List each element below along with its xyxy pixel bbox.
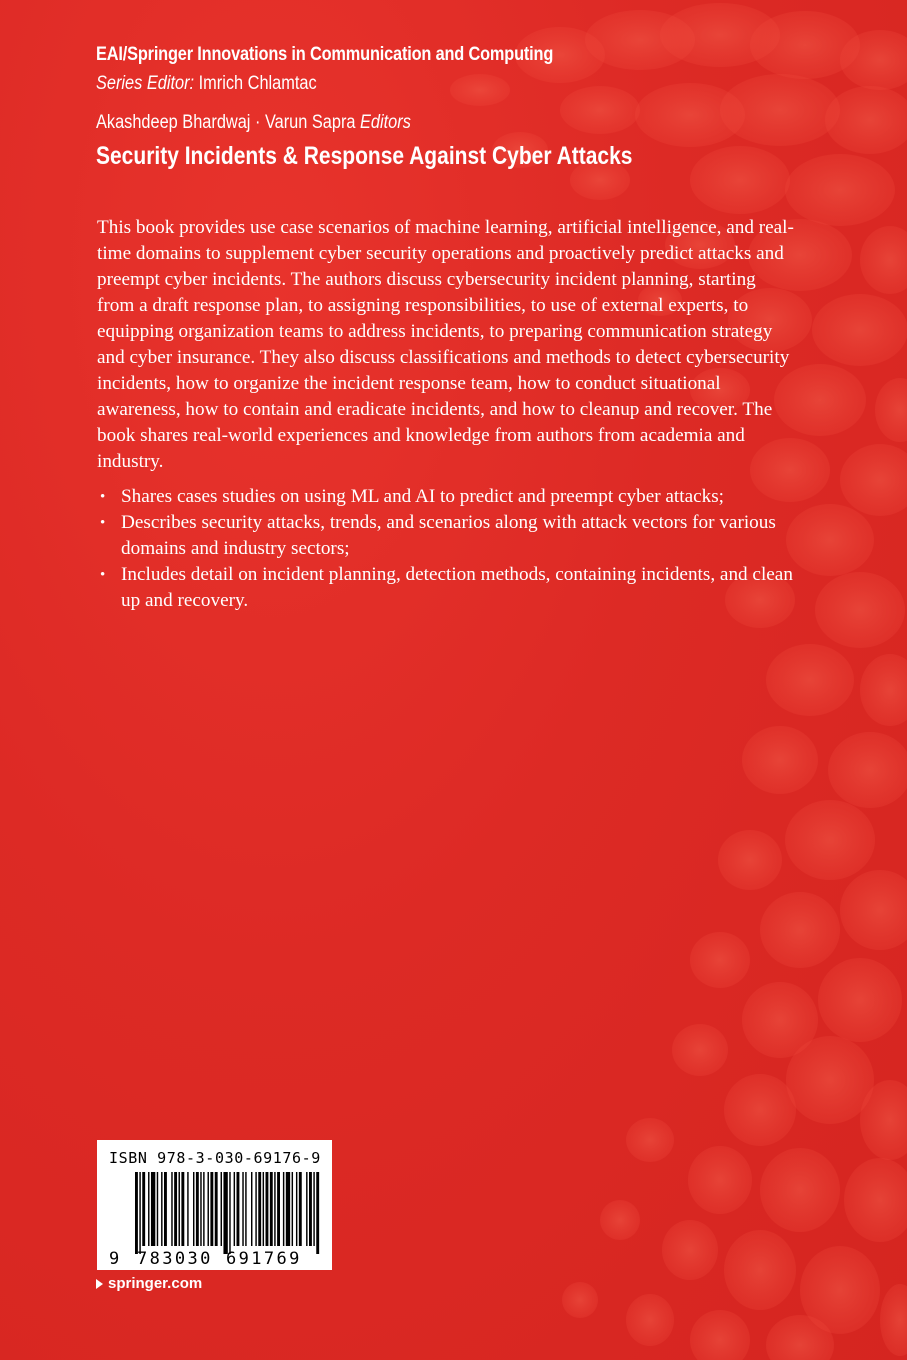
barcode-bar [151,1172,155,1246]
barcode-bar [299,1172,302,1246]
barcode-bar [306,1172,307,1246]
decorative-circle [880,1284,907,1356]
barcode-bar [210,1172,213,1246]
decorative-circle [718,830,782,890]
barcode-bar [135,1172,138,1254]
barcode-bar [309,1172,312,1246]
bullet-icon: • [100,567,106,583]
barcode-bar [187,1172,188,1246]
book-description: This book provides use case scenarios of machine learning, artificial intelligence, and real-time domains to supplement cyber security operations and proactively predict attacks and preempt cyber incidents. The authors discuss cybersecurity incident planning, starting from a draft response plan, to assigning responsibilities, to use of external experts, to equipping organization teams to address incidents, to preparing communication strategy and cyber insurance. They also discuss classifications and methods to detect cybersecurity incidents, how to organize the incident response team, how to conduct situational awareness, how to contain and eradicate incidents, and how to cleanup and recover. The book shares real-world experiences and knowledge from authors from academia and industry. [97,217,794,472]
decorative-circle [672,1024,728,1076]
decorative-circle [562,1282,598,1318]
list-item-text: Shares cases studies on using ML and AI to predict and preempt cyber attacks; [121,486,724,507]
barcode-bar [179,1172,180,1246]
decorative-circle [626,1118,674,1162]
feature-list [97,484,797,614]
barcode-bar [234,1172,235,1246]
decorative-circle [450,74,510,106]
barcode-bar [164,1172,167,1246]
decorative-circle [785,154,895,226]
barcode-bar [142,1172,145,1246]
list-item [97,510,797,562]
decorative-circle [724,1230,796,1310]
series-editor [96,73,317,95]
bullet-icon: • [100,489,106,505]
barcode-bar [255,1172,256,1246]
series-name: EAI/Springer Innovations in Communication and Computing [96,44,554,65]
barcode-bar [258,1172,261,1246]
barcode-left-digits: 783030 [137,1249,213,1269]
barcode-bar [203,1172,204,1246]
barcode-bar [174,1172,177,1246]
series-editor-name: Imrich Chlamtac [198,73,317,94]
barcode-bar [274,1172,275,1246]
barcode-bar [193,1172,194,1246]
decorative-circle [560,86,640,134]
barcode-bar [277,1172,280,1246]
book-title: Security Incidents & Response Against Cyber Attacks [96,142,633,170]
play-arrow-icon [96,1279,103,1289]
list-item [97,484,797,510]
decorative-circle [875,378,907,442]
barcode-bar [245,1172,246,1246]
decorative-circle [690,146,790,214]
barcode-bar [237,1172,240,1246]
barcode-bar [221,1172,222,1246]
barcode-first-digit: 9 [109,1249,120,1269]
barcode-bar [223,1172,227,1254]
barcode-bar [263,1172,264,1246]
decorative-circle [840,870,907,950]
series-editor-label: Series Editor: [96,73,195,94]
decorative-circle [626,1294,674,1346]
barcode-bar [292,1172,293,1246]
isbn-barcode [97,1140,332,1270]
decorative-circle [690,932,750,988]
publisher-website: springer.com [108,1275,203,1292]
decorative-circle [600,1200,640,1240]
decorative-circle [662,1220,718,1280]
barcode-bar [286,1172,290,1246]
publisher-link[interactable] [96,1275,202,1292]
isbn-number: ISBN 978-3-030-69176-9 [109,1149,321,1167]
author-names: Akashdeep Bhardwaj · Varun Sapra [96,112,356,133]
barcode-bar [296,1172,297,1246]
barcode-bar [313,1172,314,1246]
barcode-bar [229,1172,230,1254]
decorative-circle [742,726,818,794]
barcode-bar [242,1172,243,1246]
barcode-bar [266,1172,269,1246]
barcode-bar [181,1172,184,1246]
decorative-circle [860,226,907,294]
decorative-circle [825,86,907,154]
barcode-bar [251,1172,252,1246]
decorative-circle [844,1158,907,1242]
decorative-circle [690,1310,750,1360]
barcode-bar [157,1172,158,1246]
list-item [97,562,797,614]
barcode-bar [270,1172,273,1246]
author-role: Editors [360,112,411,133]
barcode-bar [139,1172,140,1254]
barcode-bar [316,1172,319,1254]
decorative-circle [688,1146,752,1214]
barcode-bar [208,1172,209,1246]
bullet-icon: • [100,515,106,531]
decorative-circle [818,958,902,1042]
barcode-bar [200,1172,201,1246]
list-item-text: Describes security attacks, trends, and scenarios along with attack vectors for various domains and industry sectors; [121,512,776,559]
decorative-circle [785,800,875,880]
barcode-right-digits: 691769 [226,1249,302,1269]
decorative-circle [840,444,907,516]
decorative-circle [766,644,854,716]
decorative-circle [860,654,907,726]
book-authors [96,112,411,134]
decorative-circle [815,572,905,648]
decorative-circle [786,504,874,576]
barcode-bar [283,1172,284,1246]
barcode-bar [196,1172,199,1246]
barcode-bar [215,1172,218,1246]
decorative-circle [724,1074,796,1146]
barcode-bar [171,1172,172,1246]
decorative-circle [828,732,907,808]
barcode-bar [148,1172,149,1246]
barcode-bar [161,1172,162,1246]
list-item-text: Includes detail on incident planning, detection methods, containing incidents, and clean up and recovery. [121,564,793,611]
barcode-graphic [97,1140,332,1270]
decorative-circle [760,1148,840,1232]
decorative-circle [720,74,840,146]
decorative-circle [812,294,907,366]
decorative-circle [786,1036,874,1124]
decorative-circle [760,892,840,968]
